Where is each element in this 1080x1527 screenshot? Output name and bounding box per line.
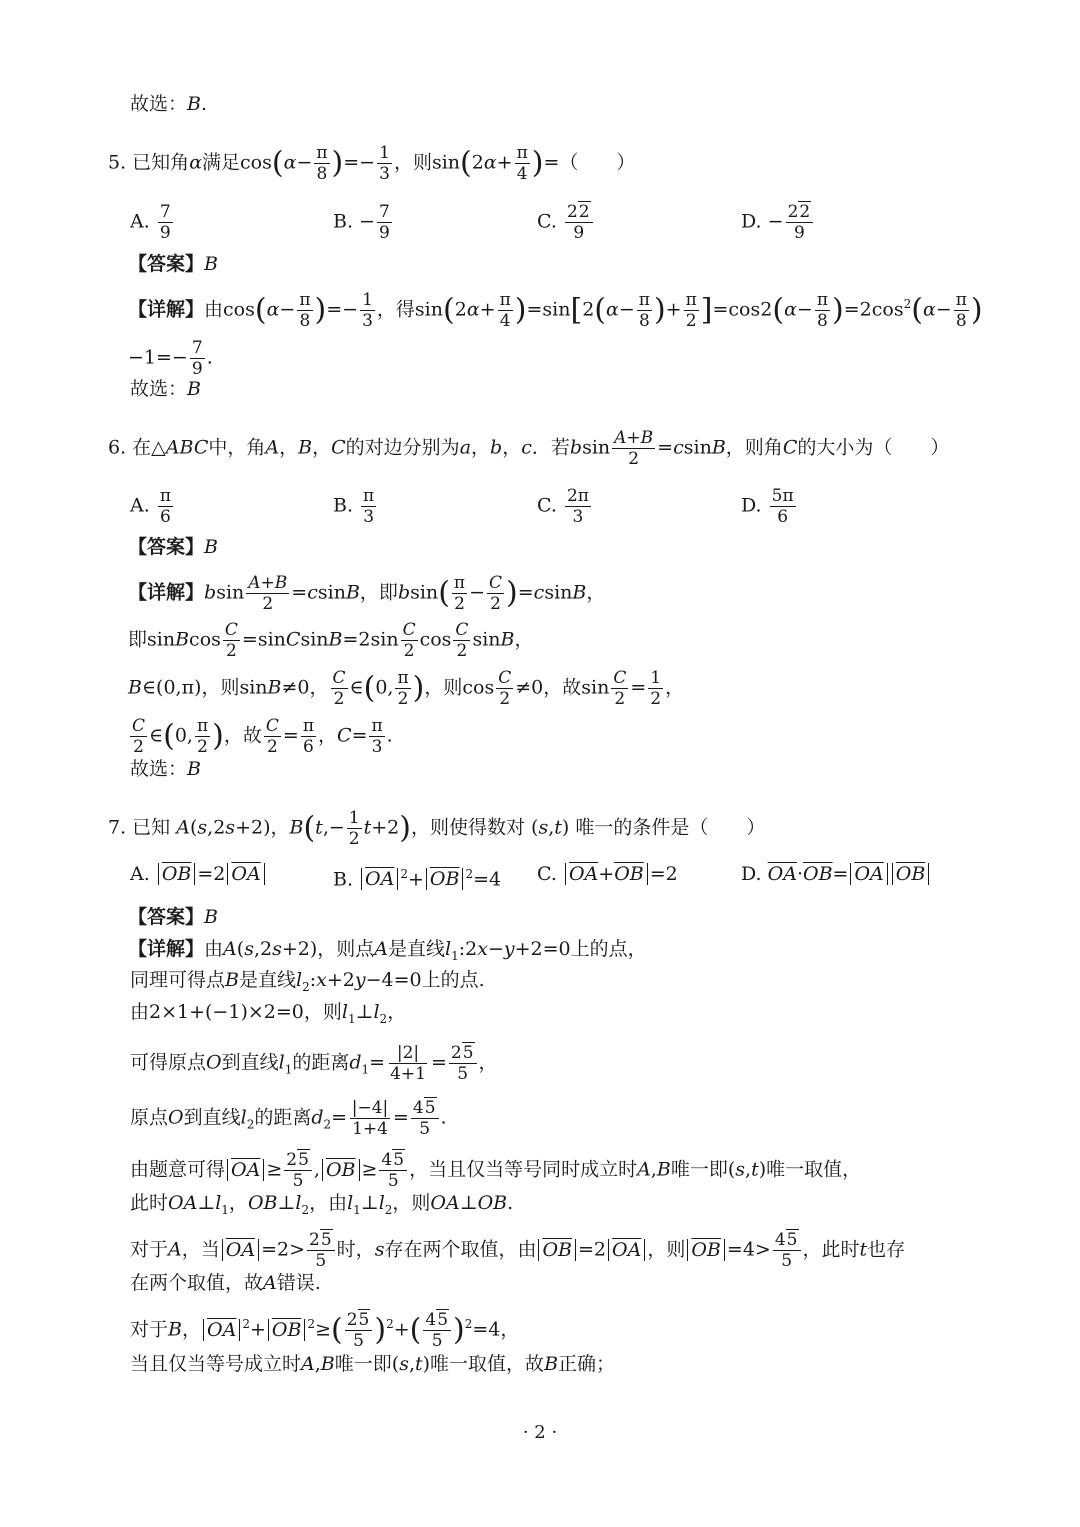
q7-option-b: B. $\overline{OA}$ $^2+ \overline{OB}$ $^2$=4 — [333, 867, 502, 891]
q7-detail-2: 同理可得点B是直线$l_2:x+2y-4=0$上的点. — [130, 969, 485, 994]
q6-choose: 故选：B — [130, 758, 201, 780]
q6-option-a: A. $\frac{\pi}{6}$ — [130, 486, 171, 527]
q6-answer: 【答案】B — [128, 536, 218, 558]
q6-number: 6. — [108, 436, 127, 459]
q7-detail-1: 【详解】由A(s,2s+2)，则点A是直线$l_1:2x-y+2=0$上的点， — [128, 938, 647, 963]
q5-option-b: B. − $\frac{7}{9}$ — [333, 202, 390, 243]
page-number: · 2 · — [522, 1422, 558, 1443]
q6-detail-3: B∈(0,π)，则sinB≠0， $\frac{C}{2}$ ∈(0, $\frac{\pi}{2}$ )，则cos $\frac{C}{2}$ ≠0，故sin $\frac{C}{2}$ = $\frac{1}{2}$ ， — [128, 668, 685, 709]
q5-stem: 5. 已知角α满足cos(α− $\frac{\pi}{8}$ )=− $\frac{1}{3}$ ，则sin(2α+ $\frac{\pi}{4}$ )=（ ） — [108, 143, 636, 184]
q7-detail-10: 对于B， $\overline{OA}$ $^2+ \overline{OB}$ $^2$≥( $\frac{25}{5}$ )$^2$+( $\frac{45}{5}$ )$^2$=4， — [130, 1310, 520, 1351]
q7-option-c: C. $\overline{OA}+\overline{OB} =2$ — [537, 863, 678, 885]
q5-number: 5. — [108, 151, 127, 174]
q7-option-d: D. $\overline{OA}\cdot\overline{OB}= \overline{OA}$ $\overline{OB}$ — [741, 862, 931, 886]
q6-stem: 6. 在△ABC中，角A，B，C的对边分别为a，b，c．若bsin $\frac{A+B}{2}$ =csinB，则角C的大小为（ ） — [108, 428, 950, 469]
q6-detail-1: 【详解】bsin $\frac{A+B}{2}$ =csinB，即bsin( $\frac{\pi}{2}$ − $\frac{C}{2}$ )=csinB， — [128, 573, 606, 614]
q7-detail-7: 此时$OA\perp l_1$，$OB\perp l_2$，由$l_1\perp l_2$，则OA⊥OB. — [130, 1192, 514, 1217]
q5-option-d: D. − $\frac{22}{9}$ — [741, 202, 815, 243]
q7-detail-3: 由2×1+(−1)×2=0，则$l_1\perp l_2$， — [130, 1001, 407, 1026]
q7-stem: 7. 已知 A(s,2s+2)，B(t,− $\frac{1}{2}$ t+2)，则使得数对 (s,t) 唯一的条件是（ ） — [108, 808, 766, 849]
q6-option-d: D. $\frac{5\pi}{6}$ — [741, 486, 794, 527]
q5-detail-2: −1=− $\frac{7}{9}$ . — [128, 338, 213, 379]
q5-answer: 【答案】B — [128, 253, 218, 275]
q7-number: 7. — [108, 816, 127, 839]
q7-detail-8: 对于A，当 $\overline{OA} =2>$ $\frac{25}{5}$ 时，s存在两个取值，由 $\overline{OB} =2$ $\overline{OA}$ ，则 $\overline{OB} =4>$ $\frac{45}{5}$ ，此时t也存 — [130, 1230, 906, 1271]
q7-detail-9: 在两个取值，故A错误. — [130, 1272, 321, 1294]
q7-detail-5: 原点O到直线$l_2$的距离$d_2=$ $\frac{|-4|}{1+4}$ = $\frac{45}{5}$ . — [130, 1098, 447, 1139]
q7-answer: 【答案】B — [128, 906, 218, 928]
q5-option-a: A. $\frac{7}{9}$ — [130, 202, 171, 243]
q6-detail-2: 即sinBcos $\frac{C}{2}$ =sinCsinB=2sin $\frac{C}{2}$ cos $\frac{C}{2}$ sinB， — [128, 620, 534, 661]
q6-option-c: C. $\frac{2\pi}{3}$ — [537, 486, 589, 527]
q7-option-a: A. $\overline{OB} =2$ $\overline{OA}$ — [130, 862, 267, 886]
q7-detail-11: 当且仅当等号成立时A,B唯一即(s,t)唯一取值，故B正确； — [130, 1353, 616, 1375]
prev-choose-line: 故选：B. — [130, 93, 208, 115]
q7-detail-6: 由题意可得 $\overline{OA}$ ≥ $\frac{25}{5}$ , $\overline{OB}$ ≥ $\frac{45}{5}$ ，当且仅当等号同时成立时A,B唯一即(s,t)唯一取值， — [130, 1150, 862, 1191]
q5-option-c: C. $\frac{22}{9}$ — [537, 202, 595, 243]
q5-detail-1: 【详解】由cos(α− $\frac{\pi}{8}$ )=− $\frac{1}{3}$ ，得sin(2α+ $\frac{\pi}{4}$ )=sin[2(α− $\frac{\pi}{8}$ )+ $\frac{\pi}{2}$ ]=cos2(α− $\frac{\pi}{8}$ )$=2\cos^2(\alpha-$ $\frac{\pi}{8}$ ) — [128, 290, 983, 331]
q6-option-b: B. $\frac{\pi}{3}$ — [333, 486, 375, 527]
q5-choose: 故选：B — [130, 378, 201, 400]
q6-detail-4: $\frac{C}{2}$ ∈(0, $\frac{\pi}{2}$ )，故 $\frac{C}{2}$ = $\frac{\pi}{6}$ ，C= $\frac{\pi}{3}$ . — [132, 716, 393, 757]
q7-detail-4: 可得原点O到直线$l_1$的距离$d_1=$ $\frac{|2|}{4+1}$ = $\frac{25}{5}$ ， — [130, 1043, 498, 1084]
